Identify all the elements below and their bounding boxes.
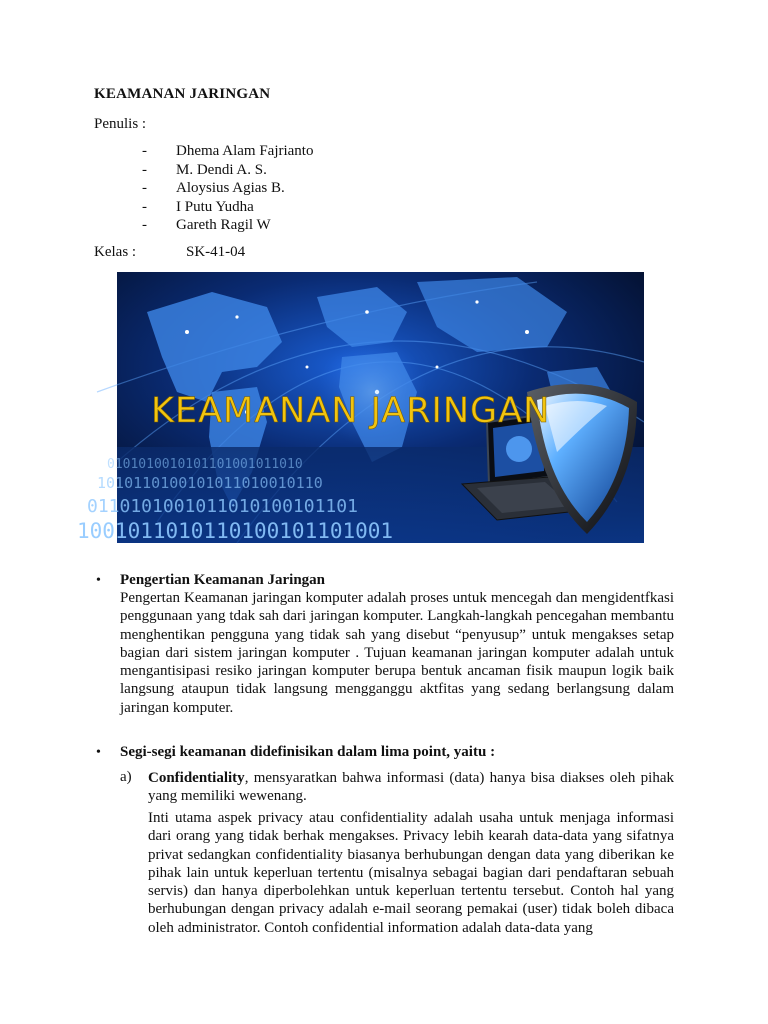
kelas-label: Kelas : [94,244,137,260]
network-security-illustration [77,272,644,543]
author-dash: - [142,143,147,159]
author-item [142,179,313,198]
author-list [142,142,313,235]
binary-row: 1001011010110100101101001 [77,519,394,543]
author-dash: - [142,180,147,197]
list-marker: a) [120,769,132,785]
author-item [142,198,313,217]
binary-row: 1010110100101011010010110 [97,474,323,492]
section-paragraph: Pengertan Keamanan jaringan komputer adalah proses untuk mencegah dan mengidentfkasi penggunaan yang tdak sah dari jaringan komputer. Langkah-langkah pencegahan membantu menghentikan pengguna yang tidak sah yang disebut “penyusup” untuk mengakses setap bagian dari sistem jaringan komputer . Tujuan keamanan jaringan komputer adalah untuk mengantisipasi resiko jaringan komputer berupa bentuk ancaman fisik maupun logik baik langsung ataupun tidak langsung mengganggu aktfitas yang sedang berlangsung dalam jaringan komputer. [120,590,674,716]
binary-row: 0110101001011010100101101 [87,496,358,517]
banner-title: KEAMANAN JARINGAN [151,391,551,431]
author-name: Dhema Alam Fajrianto [176,143,314,159]
author-item [142,216,313,235]
list-item-text [148,769,674,806]
banner-image [77,272,644,543]
author-dash: - [142,161,147,178]
term-definition: , mensyaratkan bahwa informasi (data) hanya bisa diakses oleh pihak yang memiliki wewenang. [148,770,674,805]
kelas-row [94,244,246,261]
section-heading: Segi-segi keamanan didefinisikan dalam lima point, yaitu : [120,744,496,760]
author-item [142,161,313,180]
document-title: KEAMANAN JARINGAN [94,86,271,102]
penulis-label: Penulis : [94,116,147,132]
author-name: Gareth Ragil W [176,217,271,234]
author-dash: - [142,198,147,215]
author-name: Aloysius Agias B. [176,180,285,197]
bullet-icon: • [96,745,101,760]
kelas-value: SK-41-04 [186,244,246,260]
term-confidentiality: Confidentiality [148,770,245,786]
author-item [142,142,313,161]
author-name: I Putu Yudha [176,198,254,215]
bullet-icon: • [96,573,101,588]
binary-row: 0101010010101101001011010 [107,457,303,472]
section-heading: Pengertian Keamanan Jaringan [120,572,325,588]
author-dash: - [142,217,147,234]
author-name: M. Dendi A. S. [176,161,267,178]
section-paragraph: Inti utama aspek privacy atau confidentiality adalah usaha untuk menjaga informasi dari orang yang tidak berhak mengakses. Privacy lebih kearah data-data yang sifatnya privat sedangkan confidentiality biasanya berhubungan dengan data yang diberikan ke pihak lain untuk keperluan tertentu (misalnya sebagai bagian dari pendaftaran sebuah servis) dan hanya diperbolehkan untuk keperluan tertentu tersebut. Contoh hal yang berhubungan dengan privacy adalah e-mail seorang pemakai (user) tidak boleh dibaca oleh administrator. Contoh confidential information adalah data-data yang [148,810,674,936]
